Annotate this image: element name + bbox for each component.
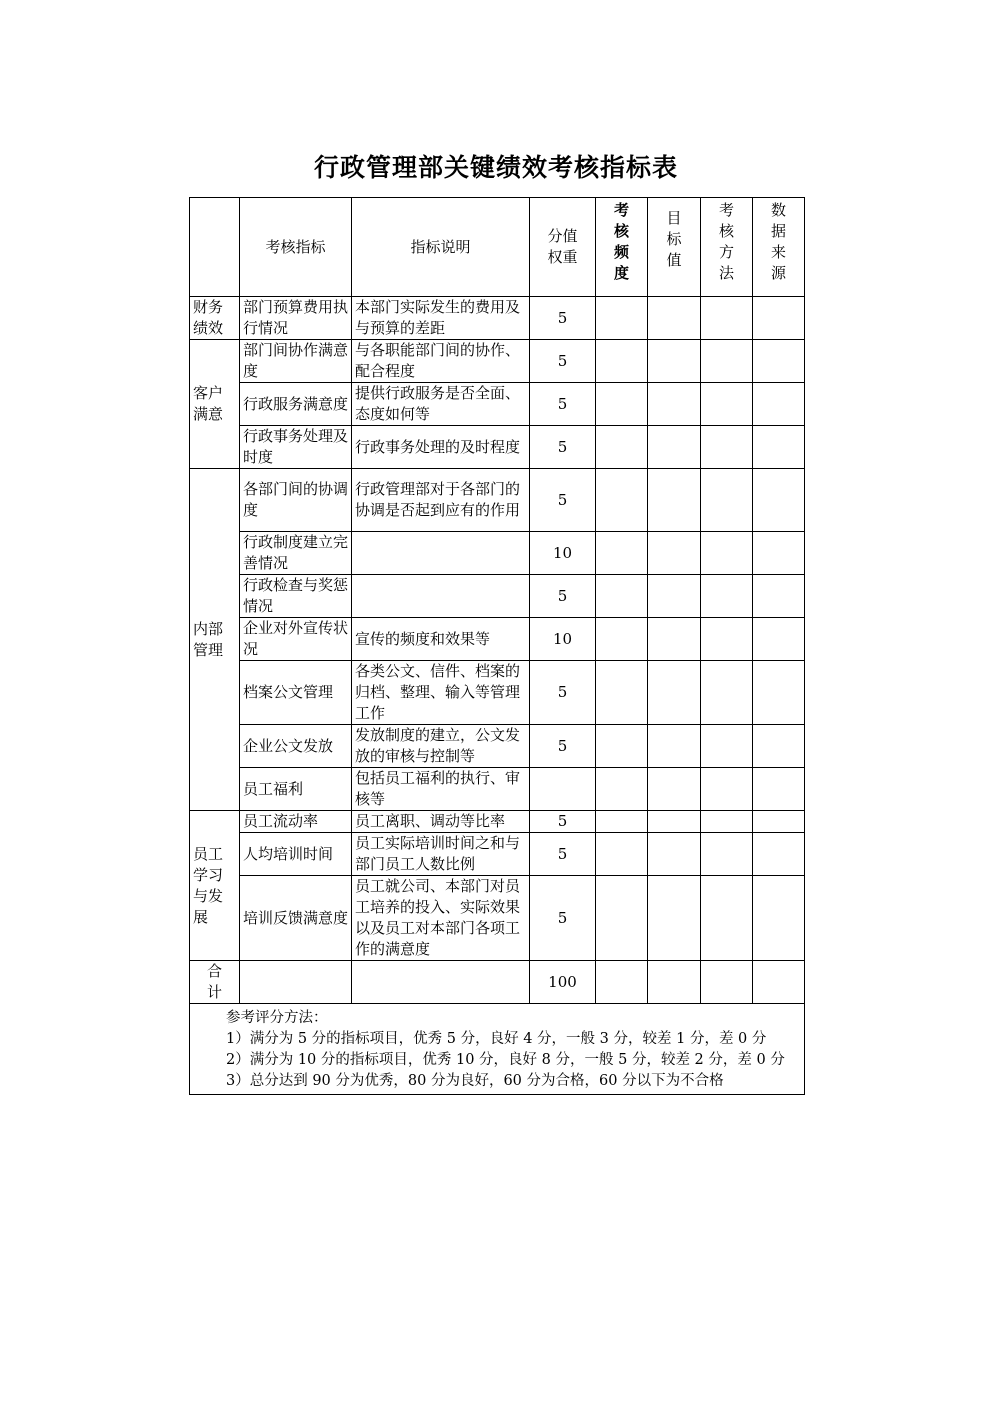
description-cell: 提供行政服务是否全面、态度如何等 (352, 383, 530, 426)
description-cell (352, 532, 530, 575)
header-target: 目标值 (648, 198, 701, 297)
target-cell (648, 426, 701, 469)
indicator-cell: 企业对外宣传状况 (240, 618, 352, 661)
frequency-cell (596, 383, 648, 426)
weight-cell (530, 768, 596, 811)
source-cell (753, 297, 805, 340)
table-row (190, 340, 805, 383)
target-cell (648, 532, 701, 575)
header-indicator: 考核指标 (240, 198, 352, 297)
description-cell (352, 575, 530, 618)
indicator-cell: 行政制度建立完善情况 (240, 532, 352, 575)
target-cell (648, 469, 701, 532)
frequency-cell (596, 833, 648, 876)
target-cell (648, 661, 701, 725)
source-cell (753, 340, 805, 383)
source-cell (753, 469, 805, 532)
source-cell (753, 961, 805, 1004)
header-source: 数据来源 (753, 198, 805, 297)
source-cell (753, 768, 805, 811)
method-cell (701, 383, 753, 426)
page-title: 行政管理部关键绩效考核指标表 (313, 153, 678, 182)
header-method: 考核方法 (701, 198, 753, 297)
method-cell (701, 340, 753, 383)
frequency-cell (596, 469, 648, 532)
weight-cell: 5 (530, 661, 596, 725)
method-cell (701, 426, 753, 469)
table-row (190, 532, 805, 575)
target-cell (648, 833, 701, 876)
description-cell: 员工实际培训时间之和与部门员工人数比例 (352, 833, 530, 876)
weight-cell: 5 (530, 340, 596, 383)
target-cell (648, 618, 701, 661)
description-cell: 各类公文、信件、档案的归档、整理、输入等管理工作 (352, 661, 530, 725)
frequency-cell (596, 618, 648, 661)
method-cell (701, 833, 753, 876)
description-cell: 员工就公司、本部门对员工培养的投入、实际效果以及员工对本部门各项工作的满意度 (352, 876, 530, 961)
table-row (190, 575, 805, 618)
weight-cell: 10 (530, 532, 596, 575)
description-cell: 宣传的频度和效果等 (352, 618, 530, 661)
weight-cell: 5 (530, 811, 596, 833)
table-row (190, 661, 805, 725)
indicator-cell: 企业公文发放 (240, 725, 352, 768)
target-cell (648, 297, 701, 340)
category-internal: 内部管理 (190, 469, 240, 811)
header-category (190, 198, 240, 297)
indicator-cell: 员工流动率 (240, 811, 352, 833)
table-row (190, 469, 805, 532)
frequency-cell (596, 297, 648, 340)
description-cell: 包括员工福利的执行、审核等 (352, 768, 530, 811)
weight-cell: 5 (530, 469, 596, 532)
frequency-cell (596, 768, 648, 811)
description-cell: 行政事务处理的及时程度 (352, 426, 530, 469)
table-row (190, 833, 805, 876)
source-cell (753, 876, 805, 961)
header-weight: 分值权重 (530, 198, 596, 297)
source-cell (753, 383, 805, 426)
table-row (190, 383, 805, 426)
total-label: 合计 (190, 961, 240, 1004)
header-frequency: 考核频度 (596, 198, 648, 297)
note-line: 3）总分达到 90 分为优秀，80 分为良好，60 分为合格，60 分以下为不合格 (226, 1073, 724, 1089)
weight-cell: 5 (530, 383, 596, 426)
description-cell: 员工离职、调动等比率 (352, 811, 530, 833)
total-description-cell (352, 961, 530, 1004)
method-cell (701, 768, 753, 811)
note-line: 1）满分为 5 分的指标项目，优秀 5 分，良好 4 分，一般 3 分，较差 1 分，差 0 分 (226, 1031, 767, 1047)
description-cell: 行政管理部对于各部门的协调是否起到应有的作用 (352, 469, 530, 532)
total-row (190, 961, 805, 1004)
indicator-cell: 员工福利 (240, 768, 352, 811)
source-cell (753, 575, 805, 618)
method-cell (701, 725, 753, 768)
target-cell (648, 961, 701, 1004)
method-cell (701, 811, 753, 833)
indicator-cell: 档案公文管理 (240, 661, 352, 725)
indicator-cell: 行政检查与奖惩情况 (240, 575, 352, 618)
frequency-cell (596, 532, 648, 575)
source-cell (753, 618, 805, 661)
source-cell (753, 725, 805, 768)
frequency-cell (596, 961, 648, 1004)
target-cell (648, 768, 701, 811)
note-line: 2）满分为 10 分的指标项目，优秀 10 分，良好 8 分，一般 5 分，较差 2 分，差 0 分 (226, 1052, 785, 1068)
kpi-table (189, 197, 805, 1095)
table-row (190, 618, 805, 661)
indicator-cell: 部门间协作满意度 (240, 340, 352, 383)
table-row (190, 768, 805, 811)
notes-heading: 参考评分方法： (226, 1010, 328, 1026)
table-row (190, 811, 805, 833)
weight-cell: 5 (530, 833, 596, 876)
description-cell: 与各职能部门间的协作、配合程度 (352, 340, 530, 383)
category-learning: 员工学习与发展 (190, 811, 240, 961)
indicator-cell: 行政服务满意度 (240, 383, 352, 426)
weight-cell: 5 (530, 725, 596, 768)
total-weight: 100 (530, 961, 596, 1004)
frequency-cell (596, 340, 648, 383)
source-cell (753, 426, 805, 469)
target-cell (648, 383, 701, 426)
indicator-cell: 人均培训时间 (240, 833, 352, 876)
method-cell (701, 876, 753, 961)
method-cell (701, 469, 753, 532)
weight-cell: 5 (530, 426, 596, 469)
weight-cell: 5 (530, 297, 596, 340)
target-cell (648, 876, 701, 961)
weight-cell: 5 (530, 876, 596, 961)
source-cell (753, 811, 805, 833)
description-cell: 本部门实际发生的费用及与预算的差距 (352, 297, 530, 340)
source-cell (753, 661, 805, 725)
method-cell (701, 618, 753, 661)
category-finance: 财务绩效 (190, 297, 240, 340)
target-cell (648, 340, 701, 383)
method-cell (701, 575, 753, 618)
method-cell (701, 297, 753, 340)
table-row (190, 297, 805, 340)
indicator-cell: 部门预算费用执行情况 (240, 297, 352, 340)
frequency-cell (596, 725, 648, 768)
table-row (190, 876, 805, 961)
source-cell (753, 532, 805, 575)
header-row (190, 198, 805, 297)
target-cell (648, 575, 701, 618)
table-row (190, 725, 805, 768)
frequency-cell (596, 426, 648, 469)
frequency-cell (596, 876, 648, 961)
indicator-cell: 培训反馈满意度 (240, 876, 352, 961)
frequency-cell (596, 811, 648, 833)
category-customer: 客户满意 (190, 340, 240, 469)
method-cell (701, 961, 753, 1004)
total-indicator-cell (240, 961, 352, 1004)
target-cell (648, 725, 701, 768)
source-cell (753, 833, 805, 876)
frequency-cell (596, 575, 648, 618)
target-cell (648, 811, 701, 833)
weight-cell: 10 (530, 618, 596, 661)
method-cell (701, 532, 753, 575)
indicator-cell: 行政事务处理及时度 (240, 426, 352, 469)
frequency-cell (596, 661, 648, 725)
method-cell (701, 661, 753, 725)
description-cell: 发放制度的建立，公文发放的审核与控制等 (352, 725, 530, 768)
header-description: 指标说明 (352, 198, 530, 297)
scoring-notes-row (190, 1004, 805, 1095)
weight-cell: 5 (530, 575, 596, 618)
table-row (190, 426, 805, 469)
indicator-cell: 各部门间的协调度 (240, 469, 352, 532)
scoring-notes (190, 1004, 805, 1095)
